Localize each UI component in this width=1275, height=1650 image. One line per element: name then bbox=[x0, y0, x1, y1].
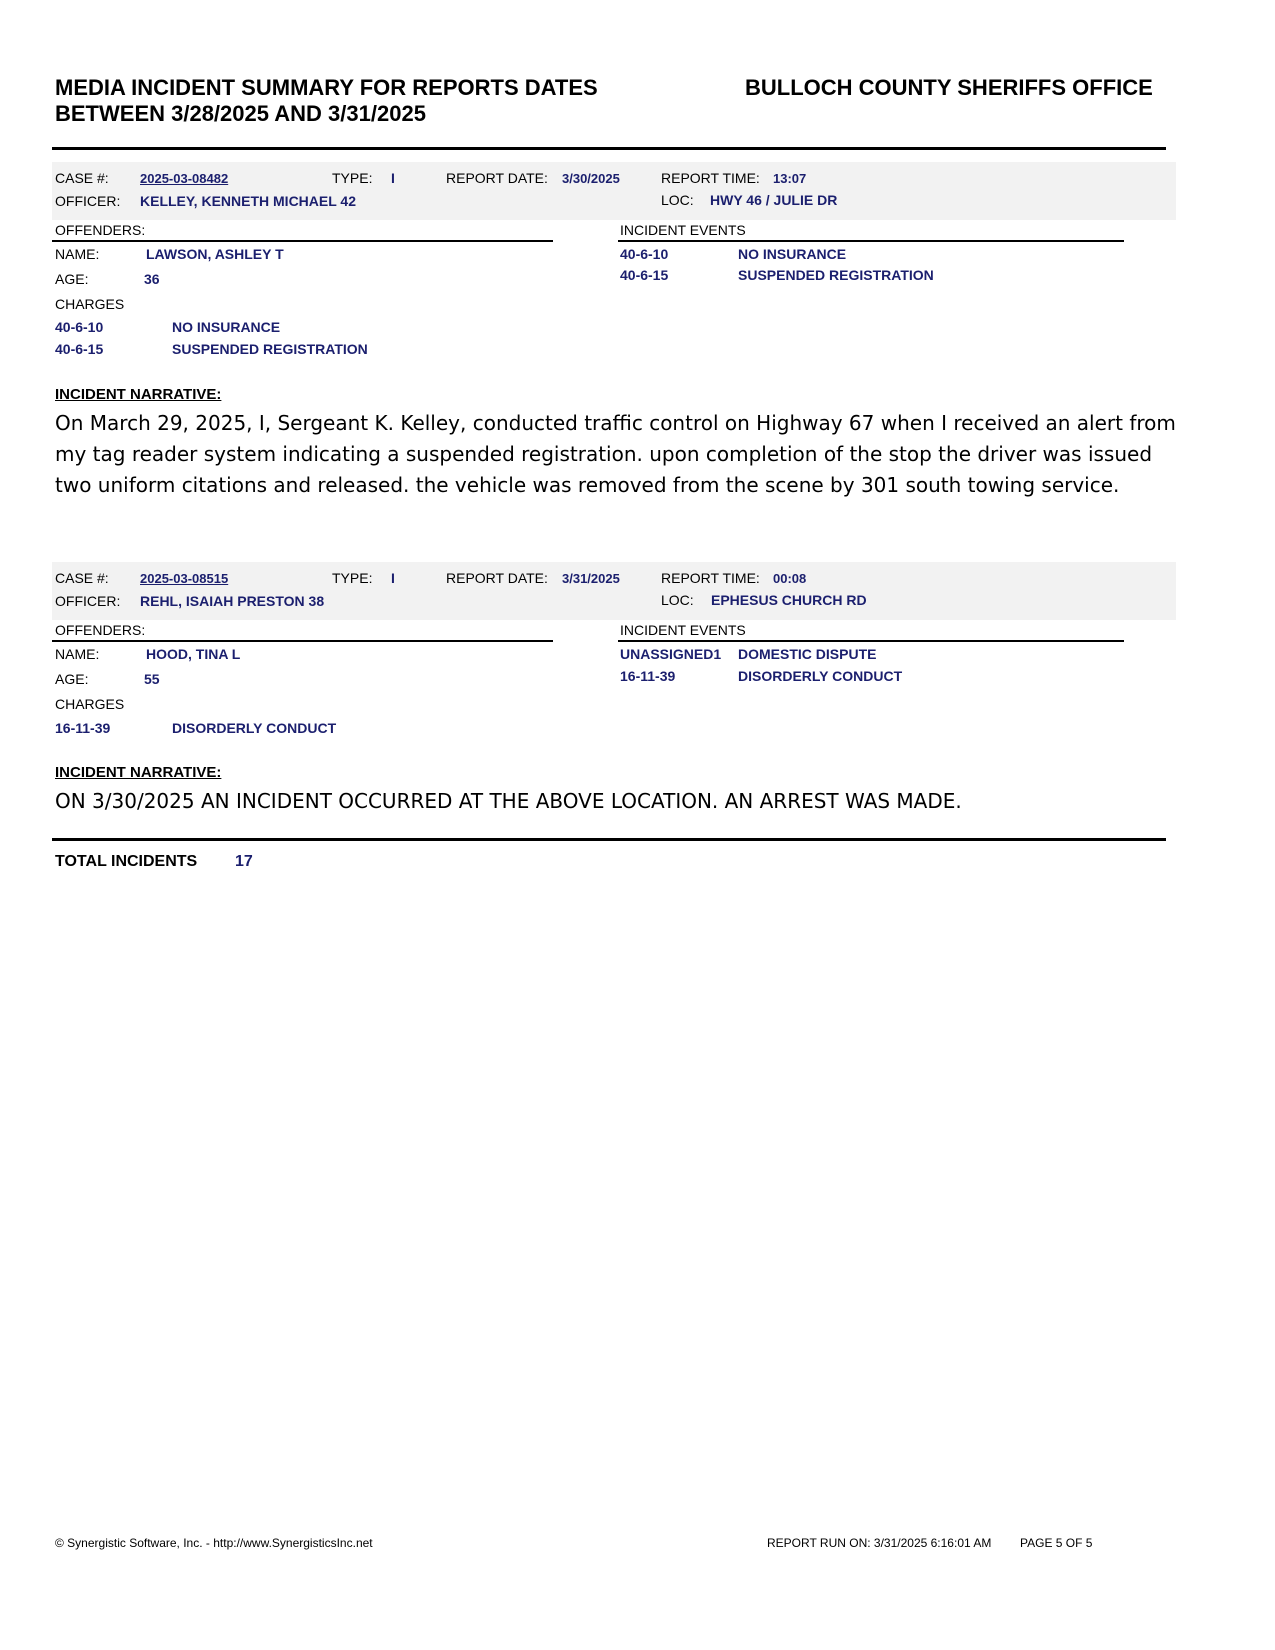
loc-value-2: EPHESUS CHURCH RD bbox=[711, 592, 867, 608]
case-label: CASE #: bbox=[55, 170, 109, 186]
incident-events-label: INCIDENT EVENTS bbox=[620, 622, 746, 638]
total-incidents-value: 17 bbox=[235, 853, 253, 870]
age-label: AGE: bbox=[55, 671, 89, 687]
type-label: TYPE: bbox=[332, 570, 373, 586]
narrative-heading: INCIDENT NARRATIVE: bbox=[55, 386, 222, 403]
name-label: NAME: bbox=[55, 246, 100, 262]
charge-code: 40-6-10 bbox=[55, 319, 104, 335]
loc-value-1: HWY 46 / JULIE DR bbox=[710, 192, 838, 208]
event-code: UNASSIGNED1 bbox=[620, 646, 722, 662]
charges-label: CHARGES bbox=[55, 696, 125, 712]
case-number-link-1[interactable]: 2025-03-08482 bbox=[140, 171, 229, 186]
charges-label: CHARGES bbox=[55, 296, 125, 312]
age-label: AGE: bbox=[55, 271, 89, 287]
report-date-value-1: 3/30/2025 bbox=[562, 171, 620, 186]
incident-events-label: INCIDENT EVENTS bbox=[620, 222, 746, 238]
event-desc: NO INSURANCE bbox=[738, 246, 847, 262]
report-title-line1: MEDIA INCIDENT SUMMARY FOR REPORTS DATES bbox=[55, 75, 598, 100]
report-date-value-2: 3/31/2025 bbox=[562, 571, 620, 586]
offenders-divider-1 bbox=[52, 240, 553, 242]
event-code: 16-11-39 bbox=[620, 668, 676, 684]
report-time-value-1: 13:07 bbox=[773, 171, 807, 186]
type-label: TYPE: bbox=[332, 170, 373, 186]
event-desc: DOMESTIC DISPUTE bbox=[738, 646, 877, 662]
offender-age-1: 36 bbox=[144, 271, 160, 287]
agency-name: BULLOCH COUNTY SHERIFFS OFFICE bbox=[745, 75, 1153, 100]
page-number: PAGE 5 OF 5 bbox=[1020, 1536, 1093, 1550]
charge-code: 16-11-39 bbox=[55, 720, 111, 736]
report-title-line2: BETWEEN 3/28/2025 AND 3/31/2025 bbox=[55, 101, 426, 126]
charge-code: 40-6-15 bbox=[55, 341, 104, 357]
offender-name-1: LAWSON, ASHLEY T bbox=[146, 246, 284, 262]
event-code: 40-6-15 bbox=[620, 267, 669, 283]
narrative-text-2: ON 3/30/2025 AN INCIDENT OCCURRED AT THE ABOVE LOCATION. AN ARREST WAS MADE. bbox=[55, 789, 962, 813]
report-time-label: REPORT TIME: bbox=[661, 170, 760, 186]
case-label: CASE #: bbox=[55, 570, 109, 586]
footer-divider bbox=[52, 838, 1166, 841]
report-date-label: REPORT DATE: bbox=[446, 570, 548, 586]
case-number-link-2[interactable]: 2025-03-08515 bbox=[140, 571, 229, 586]
offenders-label: OFFENDERS: bbox=[55, 222, 146, 238]
event-desc: SUSPENDED REGISTRATION bbox=[738, 267, 934, 283]
offenders-divider-2 bbox=[52, 640, 553, 642]
narrative-heading: INCIDENT NARRATIVE: bbox=[55, 764, 222, 781]
offender-name-2: HOOD, TINA L bbox=[146, 646, 241, 662]
loc-label: LOC: bbox=[661, 192, 694, 208]
offenders-label: OFFENDERS: bbox=[55, 622, 146, 638]
report-run-timestamp: REPORT RUN ON: 3/31/2025 6:16:01 AM bbox=[767, 1536, 992, 1550]
officer-value-1: KELLEY, KENNETH MICHAEL 42 bbox=[140, 193, 356, 209]
officer-label: OFFICER: bbox=[55, 193, 121, 209]
report-time-value-2: 00:08 bbox=[773, 571, 807, 586]
header-divider bbox=[52, 147, 1166, 150]
total-incidents-label: TOTAL INCIDENTS bbox=[55, 853, 198, 870]
loc-label: LOC: bbox=[661, 592, 694, 608]
charge-desc: NO INSURANCE bbox=[172, 319, 281, 335]
copyright-text: © Synergistic Software, Inc. - http://www.SynergisticsInc.net bbox=[55, 1536, 373, 1550]
charge-desc: SUSPENDED REGISTRATION bbox=[172, 341, 368, 357]
event-desc: DISORDERLY CONDUCT bbox=[738, 668, 903, 684]
officer-value-2: REHL, ISAIAH PRESTON 38 bbox=[140, 593, 325, 609]
events-divider-2 bbox=[618, 640, 1124, 642]
type-value-1: I bbox=[391, 170, 395, 186]
officer-label: OFFICER: bbox=[55, 593, 121, 609]
name-label: NAME: bbox=[55, 646, 100, 662]
charge-desc: DISORDERLY CONDUCT bbox=[172, 720, 337, 736]
type-value-2: I bbox=[391, 570, 395, 586]
offender-age-2: 55 bbox=[144, 671, 160, 687]
report-date-label: REPORT DATE: bbox=[446, 170, 548, 186]
event-code: 40-6-10 bbox=[620, 246, 669, 262]
events-divider-1 bbox=[618, 240, 1124, 242]
report-time-label: REPORT TIME: bbox=[661, 570, 760, 586]
narrative-text-1: On March 29, 2025, I, Sergeant K. Kelley, conducted traffic control on Highway 67 when I received an alert from my tag reader system indicating a suspended registration. upon completion of the stop the driver was issued two uniform citations and released. the vehicle was removed from the scene by 301 south towing service. bbox=[55, 411, 1176, 497]
